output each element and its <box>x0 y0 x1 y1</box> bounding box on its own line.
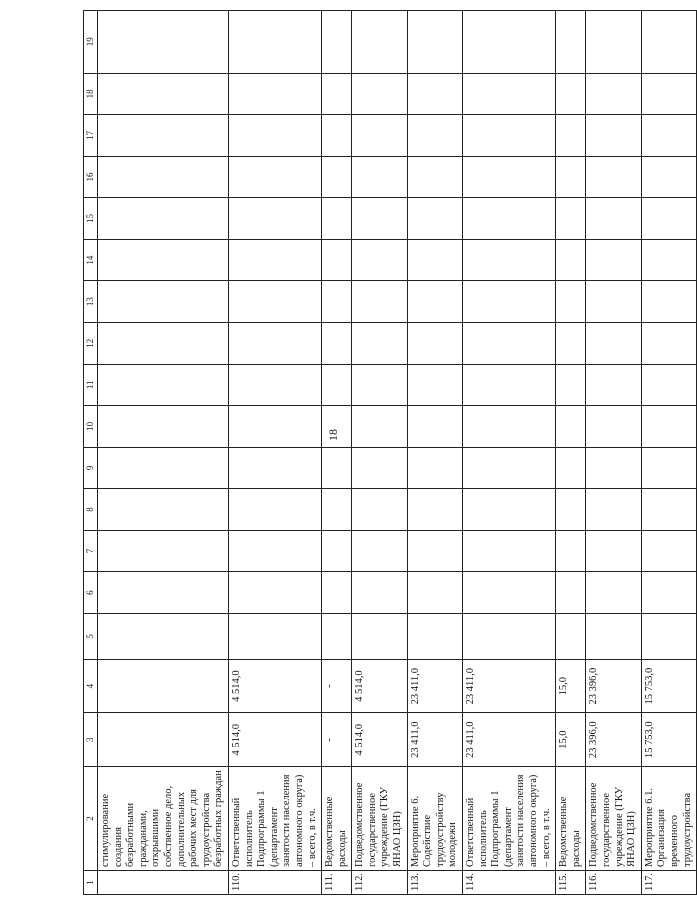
column-header: 19 <box>84 11 98 74</box>
empty-cell <box>641 281 696 323</box>
empty-cell <box>322 11 352 74</box>
column-header: 6 <box>84 572 98 614</box>
empty-cell <box>322 239 352 281</box>
empty-cell <box>556 613 586 659</box>
empty-cell <box>407 447 462 489</box>
empty-cell <box>407 364 462 406</box>
cell-col3: 15 753,0 <box>641 713 696 767</box>
column-header: 1 <box>84 870 98 894</box>
cell-col4: 23 411,0 <box>407 659 462 713</box>
empty-cell <box>352 198 407 240</box>
column-number-row <box>84 11 98 895</box>
row-number: 110. <box>228 870 321 894</box>
table-row <box>98 11 229 895</box>
empty-cell <box>407 239 462 281</box>
empty-cell <box>98 406 229 448</box>
empty-cell <box>586 530 641 572</box>
cell-col3: 15,0 <box>556 713 586 767</box>
empty-cell <box>641 613 696 659</box>
column-header: 14 <box>84 239 98 281</box>
empty-cell <box>586 198 641 240</box>
empty-cell <box>322 447 352 489</box>
cell-col3: 4 514,0 <box>352 713 407 767</box>
empty-cell <box>641 239 696 281</box>
cell-col3 <box>98 713 229 767</box>
empty-cell <box>641 530 696 572</box>
empty-cell <box>641 406 696 448</box>
empty-cell <box>98 572 229 614</box>
empty-cell <box>463 530 556 572</box>
column-header: 18 <box>84 73 98 115</box>
column-header: 12 <box>84 322 98 364</box>
empty-cell <box>586 11 641 74</box>
empty-cell <box>556 489 586 531</box>
empty-cell <box>463 447 556 489</box>
page-number: 18 <box>326 429 340 441</box>
row-number: 113. <box>407 870 462 894</box>
empty-cell <box>556 73 586 115</box>
empty-cell <box>586 406 641 448</box>
empty-cell <box>228 447 321 489</box>
empty-cell <box>586 115 641 157</box>
column-header: 16 <box>84 156 98 198</box>
row-number: 116. <box>586 870 641 894</box>
cell-col3: 4 514,0 <box>228 713 321 767</box>
empty-cell <box>463 239 556 281</box>
column-header: 5 <box>84 613 98 659</box>
empty-cell <box>228 239 321 281</box>
table-row <box>556 11 586 895</box>
empty-cell <box>556 281 586 323</box>
empty-cell <box>556 115 586 157</box>
empty-cell <box>586 73 641 115</box>
table-row <box>352 11 407 895</box>
empty-cell <box>98 73 229 115</box>
empty-cell <box>407 613 462 659</box>
column-header: 8 <box>84 489 98 531</box>
column-header: 15 <box>84 198 98 240</box>
empty-cell <box>556 11 586 74</box>
empty-cell <box>228 406 321 448</box>
cell-col3: - <box>322 713 352 767</box>
empty-cell <box>352 572 407 614</box>
row-name: Мероприятие 6.1. Организация временного трудоустройства <box>641 767 696 871</box>
empty-cell <box>322 489 352 531</box>
empty-cell <box>641 73 696 115</box>
cell-col4: 4 514,0 <box>352 659 407 713</box>
empty-cell <box>352 364 407 406</box>
empty-cell <box>463 572 556 614</box>
empty-cell <box>407 156 462 198</box>
empty-cell <box>407 115 462 157</box>
cell-col4: 4 514,0 <box>228 659 321 713</box>
empty-cell <box>641 364 696 406</box>
row-name: Мероприятие 6. Содействие трудоустройству молодежи <box>407 767 462 871</box>
empty-cell <box>228 364 321 406</box>
empty-cell <box>352 281 407 323</box>
empty-cell <box>228 613 321 659</box>
empty-cell <box>228 11 321 74</box>
row-name: Ответственный исполнитель Подпрограммы 1 (департамент занятости населения автономного округа) – всего, в т.ч. <box>228 767 321 871</box>
empty-cell <box>586 281 641 323</box>
empty-cell <box>322 406 352 448</box>
empty-cell <box>352 489 407 531</box>
empty-cell <box>322 322 352 364</box>
empty-cell <box>322 73 352 115</box>
column-header: 7 <box>84 530 98 572</box>
empty-cell <box>322 364 352 406</box>
empty-cell <box>641 447 696 489</box>
empty-cell <box>586 156 641 198</box>
table-row <box>407 11 462 895</box>
empty-cell <box>641 322 696 364</box>
row-number: 112. <box>352 870 407 894</box>
table-row <box>228 11 321 895</box>
empty-cell <box>641 115 696 157</box>
column-header: 13 <box>84 281 98 323</box>
empty-cell <box>586 447 641 489</box>
data-table <box>83 10 697 895</box>
empty-cell <box>322 530 352 572</box>
row-number <box>98 870 229 894</box>
empty-cell <box>463 364 556 406</box>
empty-cell <box>407 281 462 323</box>
empty-cell <box>556 322 586 364</box>
empty-cell <box>322 613 352 659</box>
empty-cell <box>463 11 556 74</box>
column-header: 17 <box>84 115 98 157</box>
cell-col3: 23 396,0 <box>586 713 641 767</box>
row-name: Ответственный исполнитель Подпрограммы 1 (департамент занятости населения автономного округа) – всего, в т.ч. <box>463 767 556 871</box>
empty-cell <box>556 530 586 572</box>
rotated-table-container <box>83 10 693 895</box>
row-number: 117. <box>641 870 696 894</box>
empty-cell <box>556 156 586 198</box>
empty-cell <box>586 613 641 659</box>
empty-cell <box>641 198 696 240</box>
empty-cell <box>352 530 407 572</box>
cell-col4: 15 753,0 <box>641 659 696 713</box>
cell-col4: 23 396,0 <box>586 659 641 713</box>
empty-cell <box>407 530 462 572</box>
empty-cell <box>407 198 462 240</box>
empty-cell <box>98 530 229 572</box>
empty-cell <box>352 406 407 448</box>
empty-cell <box>556 364 586 406</box>
cell-col3: 23 411,0 <box>463 713 556 767</box>
row-name: стимулирование создания безработными гражданами, открывшими собственное дело, дополнительных рабочих мест для трудоустройства безработных граждан <box>98 767 229 871</box>
empty-cell <box>641 572 696 614</box>
empty-cell <box>463 73 556 115</box>
empty-cell <box>228 572 321 614</box>
empty-cell <box>586 322 641 364</box>
empty-cell <box>228 198 321 240</box>
empty-cell <box>556 406 586 448</box>
column-header: 4 <box>84 659 98 713</box>
row-number: 115. <box>556 870 586 894</box>
empty-cell <box>98 239 229 281</box>
row-name: Ведомственные расходы <box>556 767 586 871</box>
empty-cell <box>228 73 321 115</box>
table-row <box>322 11 352 895</box>
empty-cell <box>322 198 352 240</box>
empty-cell <box>407 406 462 448</box>
column-header: 3 <box>84 713 98 767</box>
row-number: 111. <box>322 870 352 894</box>
empty-cell <box>322 281 352 323</box>
empty-cell <box>556 447 586 489</box>
empty-cell <box>98 447 229 489</box>
column-header: 10 <box>84 406 98 448</box>
empty-cell <box>407 489 462 531</box>
empty-cell <box>228 281 321 323</box>
empty-cell <box>98 322 229 364</box>
empty-cell <box>98 281 229 323</box>
empty-cell <box>98 613 229 659</box>
empty-cell <box>463 613 556 659</box>
empty-cell <box>352 613 407 659</box>
empty-cell <box>463 406 556 448</box>
empty-cell <box>352 239 407 281</box>
empty-cell <box>228 115 321 157</box>
empty-cell <box>463 489 556 531</box>
cell-col4: 15,0 <box>556 659 586 713</box>
cell-col4 <box>98 659 229 713</box>
empty-cell <box>98 489 229 531</box>
column-header: 9 <box>84 447 98 489</box>
empty-cell <box>586 572 641 614</box>
empty-cell <box>228 156 321 198</box>
empty-cell <box>407 322 462 364</box>
empty-cell <box>463 322 556 364</box>
empty-cell <box>641 156 696 198</box>
table-row <box>641 11 696 895</box>
empty-cell <box>352 73 407 115</box>
table-row <box>463 11 556 895</box>
empty-cell <box>463 156 556 198</box>
empty-cell <box>586 364 641 406</box>
row-number: 114. <box>463 870 556 894</box>
empty-cell <box>98 364 229 406</box>
column-header: 2 <box>84 767 98 871</box>
empty-cell <box>98 156 229 198</box>
empty-cell <box>98 198 229 240</box>
empty-cell <box>556 239 586 281</box>
empty-cell <box>641 489 696 531</box>
empty-cell <box>228 489 321 531</box>
empty-cell <box>352 156 407 198</box>
empty-cell <box>322 115 352 157</box>
row-name: Подведомственное государственное учреждение (ГКУ ЯНАО ЦЗН) <box>352 767 407 871</box>
empty-cell <box>463 115 556 157</box>
empty-cell <box>586 239 641 281</box>
row-name: Подведомственное государственное учреждение (ГКУ ЯНАО ЦЗН) <box>586 767 641 871</box>
empty-cell <box>407 11 462 74</box>
empty-cell <box>98 11 229 74</box>
empty-cell <box>407 73 462 115</box>
empty-cell <box>352 447 407 489</box>
empty-cell <box>98 115 229 157</box>
empty-cell <box>556 198 586 240</box>
cell-col4: - <box>322 659 352 713</box>
empty-cell <box>228 322 321 364</box>
column-header: 11 <box>84 364 98 406</box>
empty-cell <box>322 156 352 198</box>
table-row <box>586 11 641 895</box>
cell-col3: 23 411,0 <box>407 713 462 767</box>
empty-cell <box>322 572 352 614</box>
empty-cell <box>352 11 407 74</box>
empty-cell <box>352 115 407 157</box>
empty-cell <box>463 198 556 240</box>
empty-cell <box>228 530 321 572</box>
empty-cell <box>352 322 407 364</box>
empty-cell <box>586 489 641 531</box>
empty-cell <box>556 572 586 614</box>
empty-cell <box>463 281 556 323</box>
cell-col4: 23 411,0 <box>463 659 556 713</box>
row-name: Ведомственные расходы <box>322 767 352 871</box>
empty-cell <box>407 572 462 614</box>
empty-cell <box>641 11 696 74</box>
